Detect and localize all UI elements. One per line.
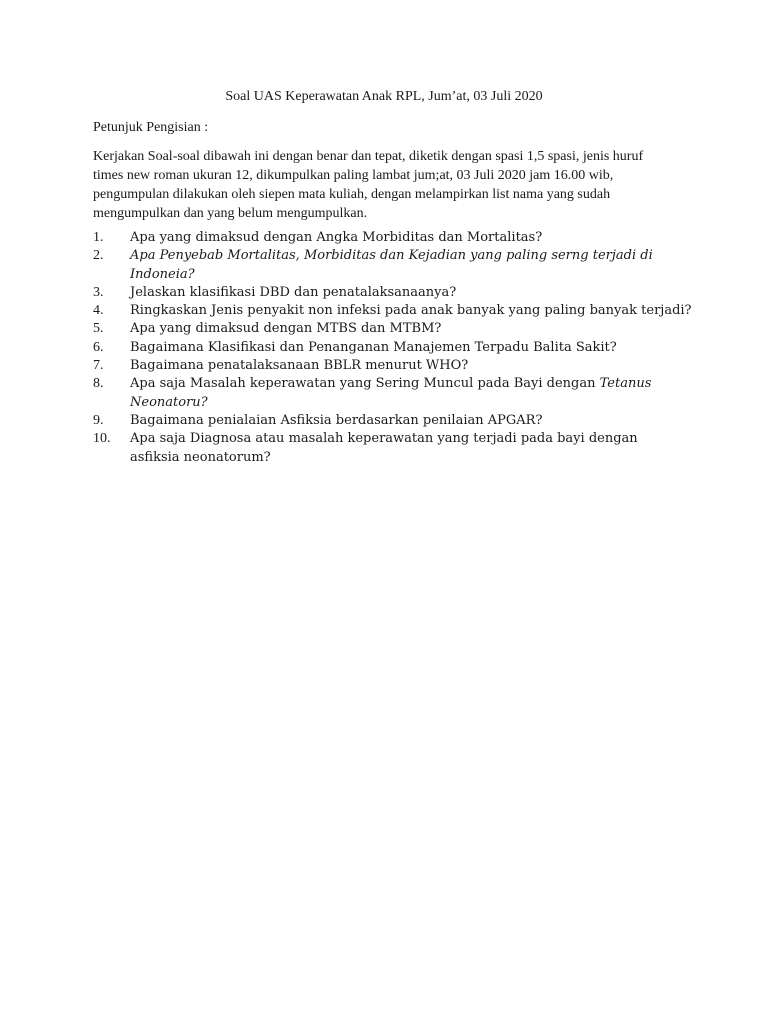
question-item <box>93 320 675 338</box>
question-text-line: Apa saja Diagnosa atau masalah keperawatan yang terjadi pada bayi dengan <box>130 431 638 447</box>
instructions-line: mengumpulkan dan yang belum mengumpulkan. <box>93 206 368 221</box>
question-number: 2. <box>93 248 104 264</box>
question-item <box>93 357 675 375</box>
instructions-heading: Petunjuk Pengisian : <box>93 120 209 135</box>
question-item <box>93 339 675 357</box>
question-text-line: asfiksia neonatorum? <box>130 449 271 465</box>
instructions-line: pengumpulan dilakukan oleh siepen mata kuliah, dengan melampirkan list nama yang sudah <box>93 187 611 202</box>
instructions-line: times new roman ukuran 12, dikumpulkan paling lambat jum;at, 03 Juli 2020 jam 16.00 wib, <box>93 168 614 183</box>
question-item <box>93 412 675 430</box>
question-text: Bagaimana penatalaksanaan BBLR menurut WHO? <box>130 358 469 374</box>
question-text <box>130 247 675 284</box>
question-item <box>93 229 675 247</box>
question-item <box>93 430 675 467</box>
question-number: 5. <box>93 321 104 337</box>
question-number: 10. <box>93 431 111 447</box>
question-number: 6. <box>93 339 104 355</box>
question-text <box>130 430 675 467</box>
question-text: Bagaimana penialaian Asfiksia berdasarkan penilaian APGAR? <box>130 412 543 428</box>
question-text-line: Neonatoru? <box>130 394 208 410</box>
question-number: 4. <box>93 303 104 319</box>
question-number: 1. <box>93 230 104 245</box>
question-number: 3. <box>93 284 104 300</box>
question-text-line: Apa Penyebab Mortalitas, Morbiditas dan Kejadian yang paling serng terjadi di <box>130 248 653 264</box>
question-text: Jelaskan klasifikasi DBD dan penatalaksanaanya? <box>130 284 457 300</box>
question-text-line <box>130 375 675 393</box>
question-item <box>93 284 675 302</box>
question-item <box>93 302 692 320</box>
question-text: Bagaimana Klasifikasi dan Penanganan Manajemen Terpadu Balita Sakit? <box>130 339 617 355</box>
question-text-line: Indoneia? <box>130 266 195 282</box>
question-text: Ringkaskan Jenis penyakit non infeksi pada anak banyak yang paling banyak terjadi? <box>130 303 692 319</box>
question-text: Apa yang dimaksud dengan Angka Morbiditas dan Mortalitas? <box>130 230 543 245</box>
question-list <box>93 229 692 467</box>
instructions-line: Kerjakan Soal-soal dibawah ini dengan benar dan tepat, diketik dengan spasi 1,5 spasi, jenis huruf <box>93 149 644 164</box>
question-item <box>93 375 675 412</box>
question-number: 8. <box>93 376 104 392</box>
question-text: Apa yang dimaksud dengan MTBS dan MTBM? <box>130 321 442 337</box>
question-number: 7. <box>93 358 104 374</box>
question-item <box>93 247 675 284</box>
question-text <box>130 375 675 412</box>
instructions-paragraph <box>93 147 673 223</box>
question-number: 9. <box>93 412 104 428</box>
document-title: Soal UAS Keperawatan Anak RPL, Jum’at, 03 Juli 2020 <box>225 89 543 104</box>
question-text-italic: Tetanus <box>599 376 652 392</box>
question-text-normal: Apa saja Masalah keperawatan yang Sering Muncul pada Bayi dengan <box>130 376 600 392</box>
